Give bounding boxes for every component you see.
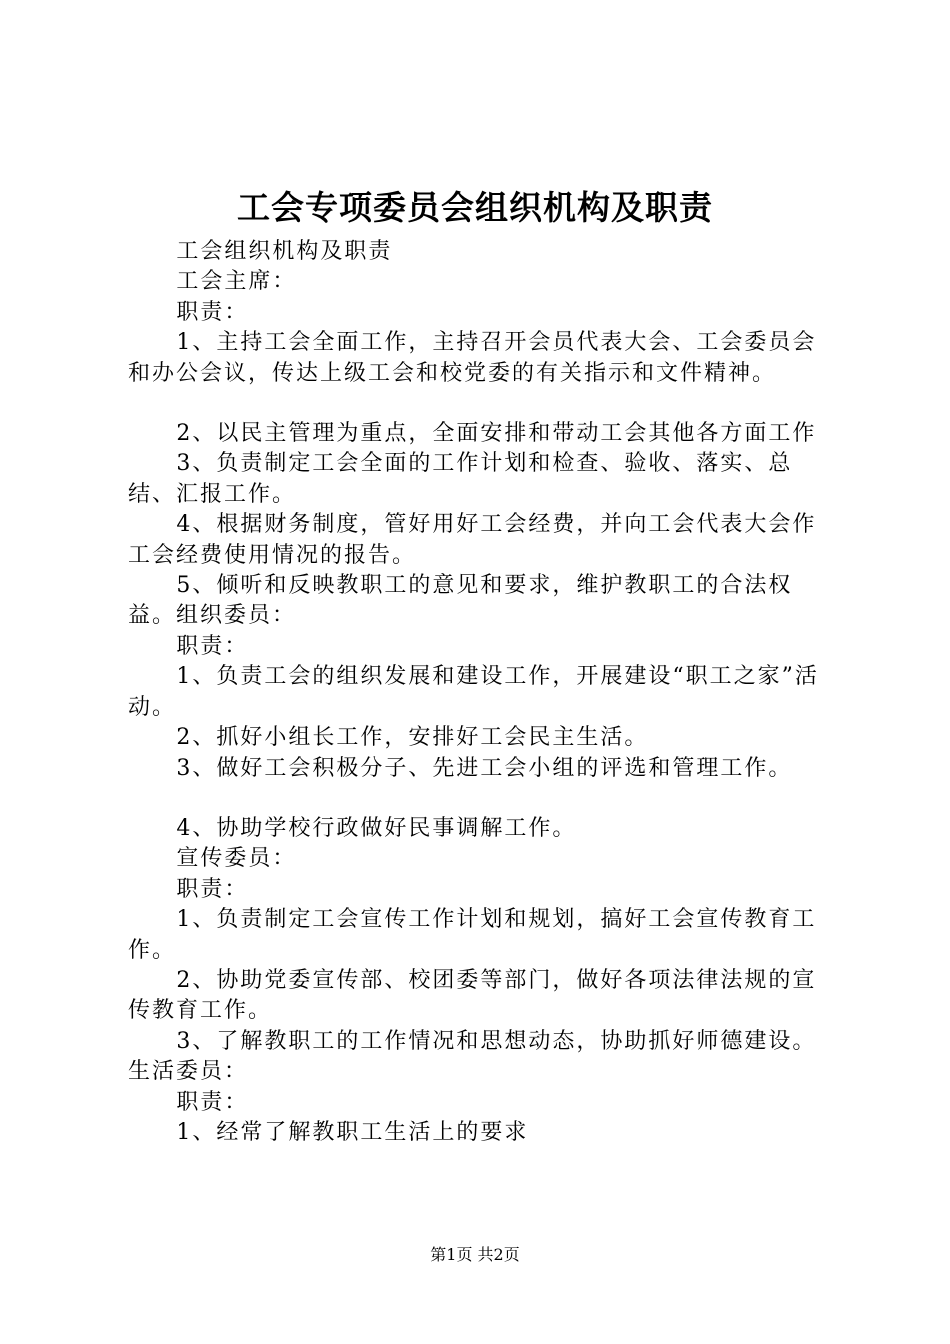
paragraph: 2、抓好小组长工作，安排好工会民主生活。 [176, 725, 649, 751]
paragraph: 4、协助学校行政做好民事调解工作。 [176, 815, 577, 841]
document-title: 工会专项委员会组织机构及职责 [237, 188, 713, 227]
paragraph: 4、根据财务制度，管好用好工会经费，并向工会代表大会作工会经费使用情况的报告。 [128, 512, 817, 568]
paragraph: 宣传委员： [176, 846, 297, 872]
paragraph: 工会组织机构及职责 [176, 239, 393, 264]
paragraph: 职责： [176, 633, 249, 659]
paragraph: 3、做好工会积极分子、先进工会小组的评选和管理工作。 [176, 755, 793, 781]
paragraph: 职责： [176, 1089, 249, 1115]
paragraph: 5、倾听和反映教职工的意见和要求，维护教职工的合法权益。组织委员： [128, 573, 793, 629]
paragraph: 2、以民主管理为重点，全面安排和带动工会其他各方面工作 [176, 421, 817, 447]
paragraph: 2、协助党委宣传部、校团委等部门，做好各项法律法规的宣传教育工作。 [128, 967, 817, 1024]
paragraph: 3、负责制定工会全面的工作计划和检查、验收、落实、总结、汇报工作。 [128, 451, 793, 507]
paragraph: 工会主席： [176, 269, 297, 295]
paragraph: 职责： [176, 299, 249, 325]
paragraph: 1、主持工会全面工作，主持召开会员代表大会、工会委员会和办公会议，传达上级工会和校党委的有关指示和文件精神。 [128, 330, 817, 386]
paragraph: 1、负责制定工会宣传工作计划和规划，搞好工会宣传教育工作。 [128, 907, 817, 963]
paragraph: 1、负责工会的组织发展和建设工作，开展建设“职工之家”活动。 [128, 664, 819, 720]
paragraph: 1、经常了解教职工生活上的要求 [176, 1119, 529, 1145]
paragraph: 3、了解教职工的工作情况和思想动态，协助抓好师德建设。生活委员： [128, 1028, 817, 1085]
document-body [128, 237, 840, 1148]
paragraph: 职责： [176, 876, 249, 902]
page-footer: 第1页 共2页 [430, 1245, 520, 1264]
